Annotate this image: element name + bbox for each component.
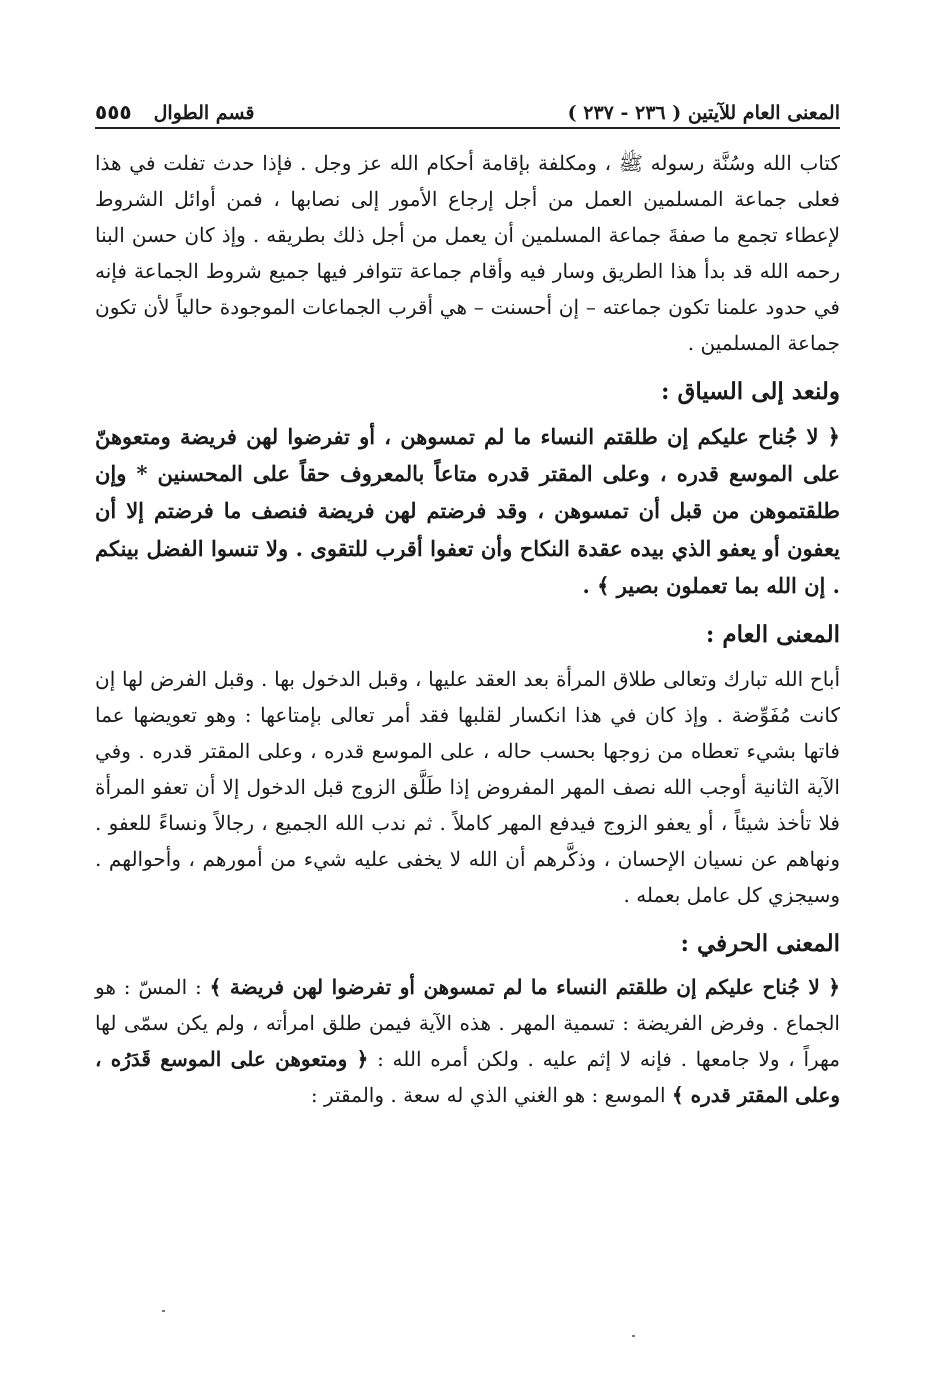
literal-text-1: : المسّ : هو الجماع . وفرض الفريضة : تسمية المهر . هذه الآية فيمن طلق امرأته ، ولم يكن سمّى لها مهراً ، ولا جامعها . فإنه لا إثم عليه . ولكن أمره الله : xyxy=(95,975,840,1072)
page xyxy=(95,88,840,1113)
scan-speck xyxy=(632,1335,635,1337)
general-meaning-paragraph: أباح الله تبارك وتعالى طلاق المرأة بعد العقد عليها ، وقبل الدخول بها . وقبل الفرض لها إن كانت مُفَوِّضة . وإذ كان في هذا انكسار لقلبها فقد أمر تعالى بإمتاعها : وهو تعويضها عما فاتها بشيء تعطاه من زوجها بحسب حاله ، على الموسع قدره ، وعلى المقتر قدره . وفي الآية الثانية أوجب الله نصف المهر المفروض إذا طَلَّق الزوج قبل الدخول إلا أن تعفو المرأة فلا تأخذ شيئاً ، أو يعفو الزوج فيدفع المهر كاملاً . ثم ندب الله الجميع ، رجالاً ونساءً للعفو . ونهاهم عن نسيان الإحسان ، وذكَّرهم أن الله لا يخفى عليه شيء من أمورهم ، وأحوالهم . وسيجزي كل عامل بعمله . xyxy=(95,666,840,907)
page-number: ٥٥٥ xyxy=(95,100,132,124)
literal-meaning-paragraph xyxy=(95,969,840,1113)
intro-paragraph: كتاب الله وسُنَّة رسوله ﷺ ، ومكلفة بإقامة أحكام الله عز وجل . فإذا حدث تفلت في هذا فعلى جماعة المسلمين العمل من أجل إرجاع الأمور إلى نصابها ، فمن أوائل الشروط لإعطاء تجمع ما صفةَ جماعة المسلمين أن يعمل من أجل ذلك بطريقه . وإذ كان حسن البنا رحمه الله قد بدأ هذا الطريق وسار فيه وأقام جماعة تتوافر فيها جميع شروط الجماعة فإنه في حدود علمنا تكون جماعته – إن أحسنت – هي أقرب الجماعات الموجودة حالياً لأن تكون جماعة المسلمين . xyxy=(95,151,840,355)
scan-speck xyxy=(162,1310,165,1312)
literal-verse-part: ﴿ لا جُناح عليكم إن طلقتم النساء ما لم تمسوهن أو تفرضوا لهن فريضة ﴾ xyxy=(209,975,840,1000)
literal-text-2: الموسع : هو الغني الذي له سعة . والمقتر : xyxy=(310,1083,672,1108)
running-head xyxy=(95,88,840,129)
verse-block: ﴿ لا جُناح عليكم إن طلقتم النساء ما لم تمسوهن ، أو تفرضوا لهن فريضة ومتعوهنّ على الموسع قدره ، وعلى المقتر قدره متاعاً بالمعروف حقاً على المحسنين * وإن طلقتموهن من قبل أن تمسوهن ، وقد فرضتم لهن فريضة فنصف ما فرضتم إلا أن يعفون أو يعفو الذي بيده عقدة النكاح وأن تعفوا أقرب للتقوى . ولا تنسوا الفضل بينكم . إن الله بما تعملون بصير ﴾ . xyxy=(95,423,840,598)
section-name: قسم الطوال xyxy=(153,102,255,124)
heading-general-meaning: المعنى العام : xyxy=(705,621,840,649)
heading-context: ولنعد إلى السياق : xyxy=(660,378,840,405)
literal-verse-part-2: ﴿ ومتعوهن على الموسع قَدَرُه ، وعلى المقتر قدره ﴾ xyxy=(95,1047,840,1108)
running-title: المعنى العام للآيتين ( ٢٣٦ - ٢٣٧ ) xyxy=(567,102,840,124)
heading-literal-meaning: المعنى الحرفي : xyxy=(680,929,840,957)
running-head-left xyxy=(95,100,254,124)
